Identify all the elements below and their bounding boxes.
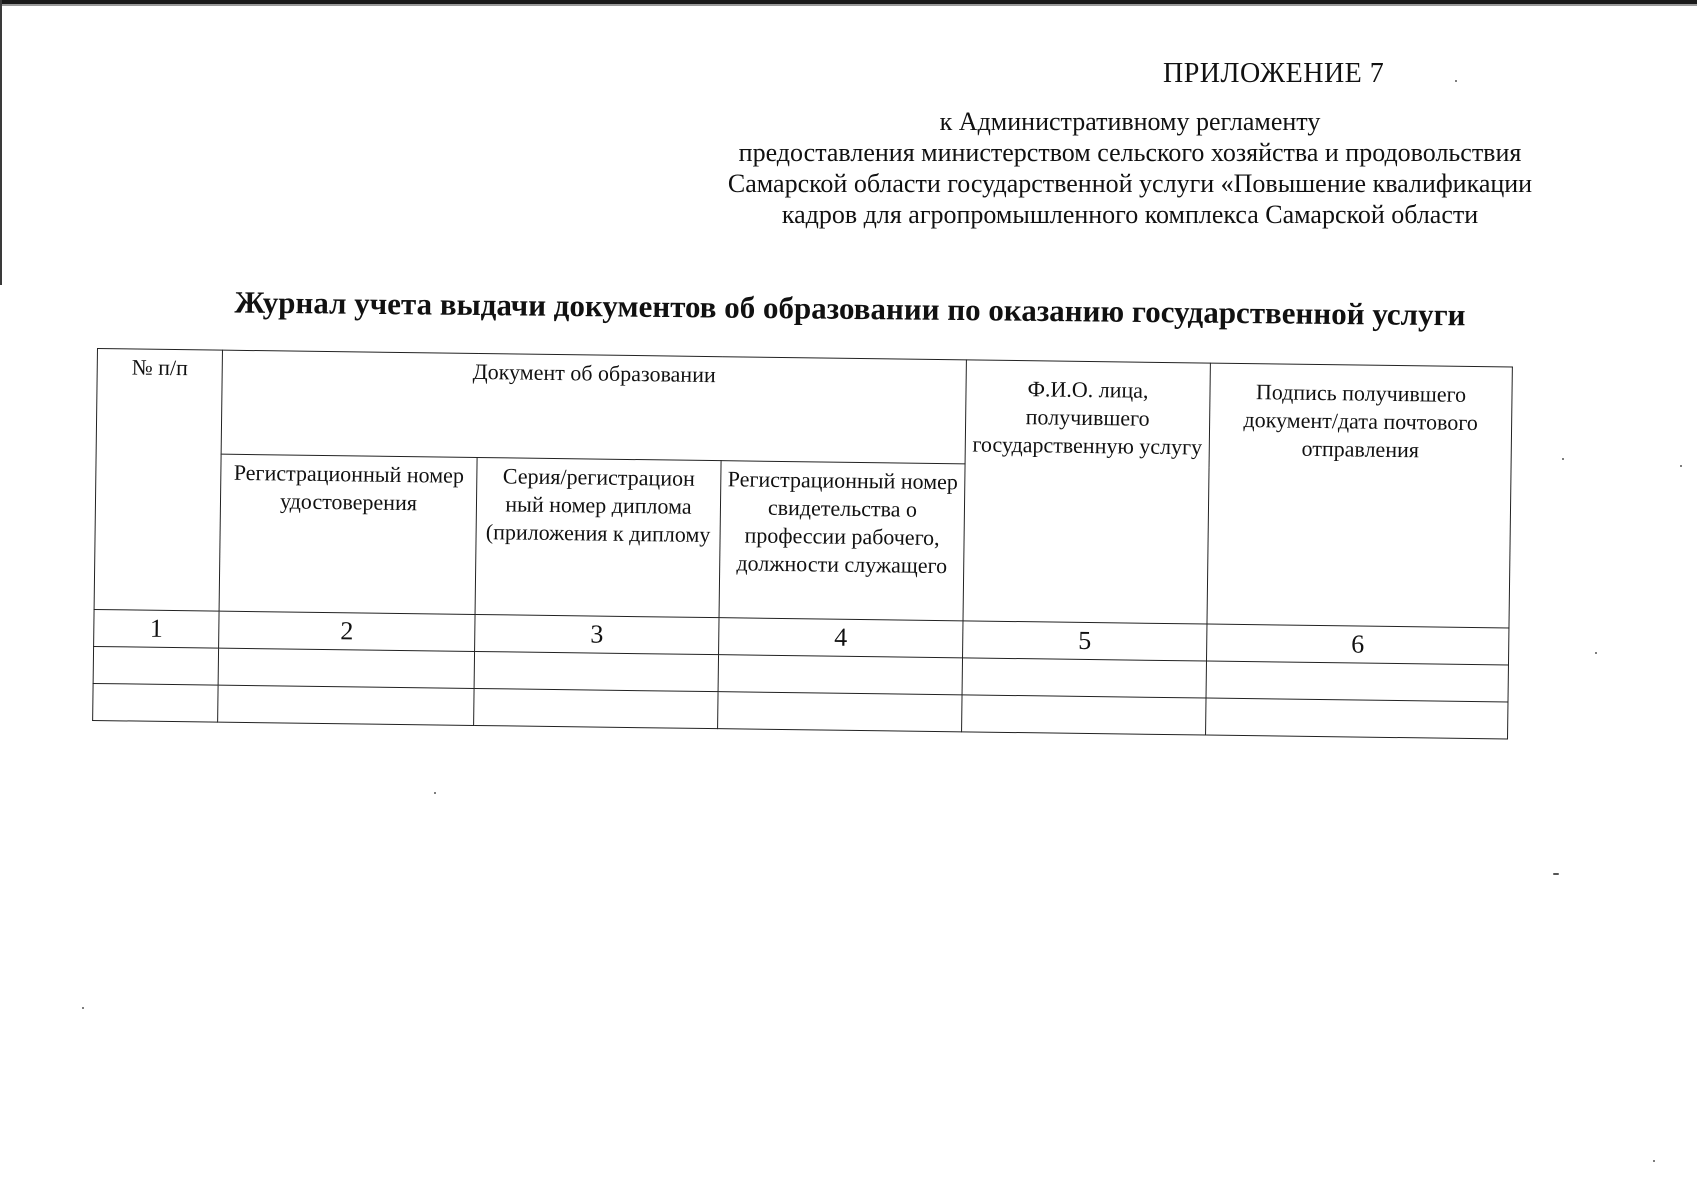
column-number: 2 [219, 611, 475, 651]
table-cell [962, 658, 1206, 698]
table-cell [718, 692, 962, 732]
header-document-group: Документ об образовании [221, 350, 966, 464]
header-num: № п/п [94, 349, 222, 612]
table-cell [474, 688, 718, 728]
column-number: 4 [719, 618, 963, 658]
scan-speck [1653, 1160, 1655, 1162]
scan-edge-top-shadow [0, 4, 1697, 6]
appendix-line: предоставления министерством сельского хозяйства и продовольствия [738, 138, 1522, 167]
table-cell [93, 683, 218, 722]
column-number: 1 [94, 609, 219, 648]
scan-speck [1562, 458, 1564, 460]
header-certificate: Регистрационный номер свидетельства о профессии рабочего, должности служащего [719, 461, 965, 621]
journal-title: Журнал учета выдачи документов об образовании по оказанию государственной услуги [234, 284, 1466, 333]
column-number: 5 [963, 621, 1207, 661]
table-cell [1206, 698, 1508, 739]
scan-speck [1680, 465, 1682, 467]
scan-edge-left [0, 0, 2, 285]
column-number: 6 [1206, 624, 1508, 665]
scan-speck [1595, 652, 1597, 654]
table-cell [93, 646, 218, 685]
table-cell [218, 648, 474, 688]
appendix-reference [700, 106, 1560, 230]
appendix-label: ПРИЛОЖЕНИЕ 7 [1163, 58, 1385, 89]
table-cell [962, 695, 1206, 735]
header-fio: Ф.И.О. лица, получившего государственную услугу [963, 360, 1210, 624]
appendix-line: к Административному регламенту [939, 107, 1321, 136]
table-cell [474, 651, 718, 691]
column-number: 3 [475, 614, 719, 654]
table-cell [1206, 661, 1508, 702]
scan-speck [1455, 80, 1457, 82]
header-reg-number: Регистрационный номер удостоверения [219, 454, 477, 614]
appendix-line: Самарской области государственной услуги «Повышение квалификации [727, 169, 1533, 198]
journal-table-wrap [92, 348, 1512, 739]
journal-table [92, 348, 1513, 740]
scan-speck [1553, 873, 1559, 875]
header-signature: Подпись получившего документ/дата почтового отправления [1207, 363, 1512, 628]
table-cell [218, 685, 474, 725]
scan-speck [82, 1007, 84, 1009]
table-cell [718, 655, 962, 695]
table-header-row [96, 349, 1512, 472]
header-diploma: Серия/регистрацион ный номер диплома (приложения к диплому [475, 457, 721, 617]
scan-speck [434, 792, 436, 794]
appendix-line: кадров для агропромышленного комплекса Самарской области [781, 200, 1479, 229]
